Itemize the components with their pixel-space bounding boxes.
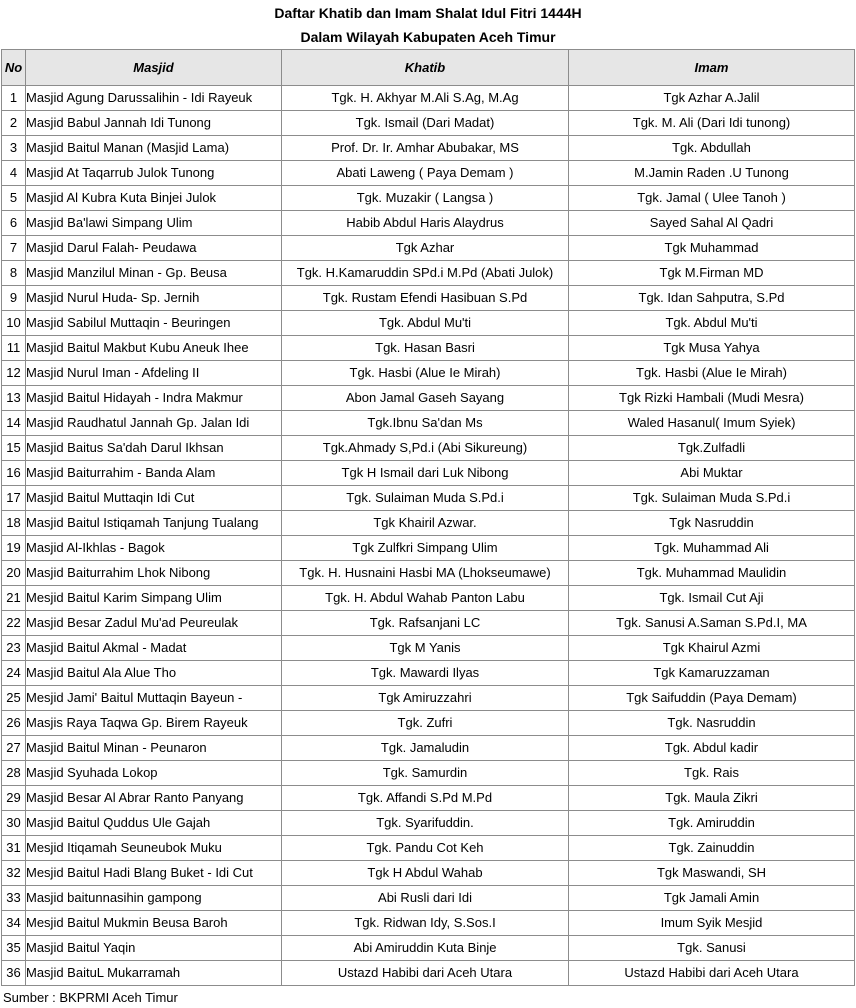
- masjid-name: Masjid Al Kubra Kuta Binjei Julok: [26, 186, 282, 211]
- table-row: [2, 361, 855, 386]
- imam-name: Tgk. Muhammad Maulidin: [569, 561, 855, 586]
- table-body: [2, 86, 855, 986]
- row-number: 2: [2, 111, 26, 136]
- table-row: [2, 336, 855, 361]
- table-header: [2, 50, 855, 86]
- imam-name: Tgk Saifuddin (Paya Demam): [569, 686, 855, 711]
- imam-name: Tgk Musa Yahya: [569, 336, 855, 361]
- khatib-name: Tgk. Abdul Mu'ti: [282, 311, 569, 336]
- imam-name: Tgk Khairul Azmi: [569, 636, 855, 661]
- table-row: [2, 661, 855, 686]
- row-number: 5: [2, 186, 26, 211]
- table-row: [2, 536, 855, 561]
- imam-name: Tgk. M. Ali (Dari Idi tunong): [569, 111, 855, 136]
- table-row: [2, 586, 855, 611]
- row-number: 1: [2, 86, 26, 111]
- masjid-name: Masjid Darul Falah- Peudawa: [26, 236, 282, 261]
- table-row: [2, 561, 855, 586]
- row-number: 6: [2, 211, 26, 236]
- masjid-name: Masjid Nurul Huda- Sp. Jernih: [26, 286, 282, 311]
- row-number: 24: [2, 661, 26, 686]
- masjid-name: Masjid Besar Al Abrar Ranto Panyang: [26, 786, 282, 811]
- row-number: 35: [2, 936, 26, 961]
- khatib-name: Prof. Dr. Ir. Amhar Abubakar, MS: [282, 136, 569, 161]
- masjid-name: Masjid Al-Ikhlas - Bagok: [26, 536, 282, 561]
- imam-name: Tgk. Nasruddin: [569, 711, 855, 736]
- masjid-name: Mesjid Itiqamah Seuneubok Muku: [26, 836, 282, 861]
- khatib-name: Tgk Zulfkri Simpang Ulim: [282, 536, 569, 561]
- imam-name: Tgk. Abdullah: [569, 136, 855, 161]
- imam-name: Tgk. Muhammad Ali: [569, 536, 855, 561]
- imam-name: Abi Muktar: [569, 461, 855, 486]
- masjid-name: Masjid Babul Jannah Idi Tunong: [26, 111, 282, 136]
- masjid-name: Masjid Baitus Sa'dah Darul Ikhsan: [26, 436, 282, 461]
- khatib-name: Tgk. Affandi S.Pd M.Pd: [282, 786, 569, 811]
- masjid-name: Mesjid Baitul Karim Simpang Ulim: [26, 586, 282, 611]
- khatib-name: Tgk.Ibnu Sa'dan Ms: [282, 411, 569, 436]
- imam-name: Tgk Azhar A.Jalil: [569, 86, 855, 111]
- table-row: [2, 411, 855, 436]
- table-row: [2, 636, 855, 661]
- khatib-name: Tgk. Hasbi (Alue Ie Mirah): [282, 361, 569, 386]
- row-number: 13: [2, 386, 26, 411]
- row-number: 27: [2, 736, 26, 761]
- row-number: 8: [2, 261, 26, 286]
- row-number: 9: [2, 286, 26, 311]
- schedule-table: [1, 49, 855, 986]
- row-number: 15: [2, 436, 26, 461]
- header-imam: Imam: [569, 50, 855, 86]
- khatib-name: Tgk Amiruzzahri: [282, 686, 569, 711]
- masjid-name: Masjid Baitul Akmal - Madat: [26, 636, 282, 661]
- khatib-name: Tgk.Ahmady S,Pd.i (Abi Sikureung): [282, 436, 569, 461]
- masjid-name: Mesjid Baitul Mukmin Beusa Baroh: [26, 911, 282, 936]
- table-row: [2, 86, 855, 111]
- table-row: [2, 461, 855, 486]
- imam-name: Tgk Muhammad: [569, 236, 855, 261]
- masjid-name: Masjid Baitul Quddus Ule Gajah: [26, 811, 282, 836]
- khatib-name: Abon Jamal Gaseh Sayang: [282, 386, 569, 411]
- row-number: 14: [2, 411, 26, 436]
- imam-name: Tgk Rizki Hambali (Mudi Mesra): [569, 386, 855, 411]
- imam-name: Tgk. Zainuddin: [569, 836, 855, 861]
- khatib-name: Tgk. Hasan Basri: [282, 336, 569, 361]
- masjid-name: Masjid Baitul Yaqin: [26, 936, 282, 961]
- khatib-name: Tgk. Ismail (Dari Madat): [282, 111, 569, 136]
- khatib-name: Tgk Azhar: [282, 236, 569, 261]
- khatib-name: Tgk. H. Abdul Wahab Panton Labu: [282, 586, 569, 611]
- khatib-name: Abi Rusli dari Idi: [282, 886, 569, 911]
- masjid-name: Masjid Agung Darussalihin - Idi Rayeuk: [26, 86, 282, 111]
- imam-name: Tgk. Rais: [569, 761, 855, 786]
- table-row: [2, 961, 855, 986]
- row-number: 25: [2, 686, 26, 711]
- table-row: [2, 286, 855, 311]
- imam-name: Tgk Maswandi, SH: [569, 861, 855, 886]
- masjid-name: Mesjid Baitul Hadi Blang Buket - Idi Cut: [26, 861, 282, 886]
- khatib-name: Tgk. Pandu Cot Keh: [282, 836, 569, 861]
- table-row: [2, 311, 855, 336]
- imam-name: Tgk. Abdul Mu'ti: [569, 311, 855, 336]
- table-row: [2, 511, 855, 536]
- imam-name: Tgk. Abdul kadir: [569, 736, 855, 761]
- khatib-name: Tgk. Ridwan Idy, S.Sos.I: [282, 911, 569, 936]
- row-number: 26: [2, 711, 26, 736]
- khatib-name: Tgk. Zufri: [282, 711, 569, 736]
- khatib-name: Tgk. Sulaiman Muda S.Pd.i: [282, 486, 569, 511]
- table-row: [2, 211, 855, 236]
- masjid-name: Masjis Raya Taqwa Gp. Birem Rayeuk: [26, 711, 282, 736]
- row-number: 34: [2, 911, 26, 936]
- khatib-name: Abati Laweng ( Paya Demam ): [282, 161, 569, 186]
- row-number: 23: [2, 636, 26, 661]
- imam-name: Tgk M.Firman MD: [569, 261, 855, 286]
- table-row: [2, 486, 855, 511]
- imam-name: M.Jamin Raden .U Tunong: [569, 161, 855, 186]
- row-number: 36: [2, 961, 26, 986]
- masjid-name: Masjid At Taqarrub Julok Tunong: [26, 161, 282, 186]
- khatib-name: Ustazd Habibi dari Aceh Utara: [282, 961, 569, 986]
- table-row: [2, 736, 855, 761]
- row-number: 17: [2, 486, 26, 511]
- khatib-name: Abi Amiruddin Kuta Binje: [282, 936, 569, 961]
- masjid-name: Masjid Baitul Ala Alue Tho: [26, 661, 282, 686]
- imam-name: Sayed Sahal Al Qadri: [569, 211, 855, 236]
- khatib-name: Tgk. Rafsanjani LC: [282, 611, 569, 636]
- khatib-name: Tgk. Muzakir ( Langsa ): [282, 186, 569, 211]
- row-number: 11: [2, 336, 26, 361]
- imam-name: Ustazd Habibi dari Aceh Utara: [569, 961, 855, 986]
- table-row: [2, 911, 855, 936]
- row-number: 16: [2, 461, 26, 486]
- masjid-name: Masjid Baitul Muttaqin Idi Cut: [26, 486, 282, 511]
- masjid-name: Mesjid Jami' Baitul Muttaqin Bayeun -: [26, 686, 282, 711]
- khatib-name: Tgk. Samurdin: [282, 761, 569, 786]
- source-note: Sumber : BKPRMI Aceh Timur: [3, 990, 178, 1005]
- row-number: 32: [2, 861, 26, 886]
- masjid-name: Masjid Besar Zadul Mu'ad Peureulak: [26, 611, 282, 636]
- row-number: 33: [2, 886, 26, 911]
- khatib-name: Tgk H Ismail dari Luk Nibong: [282, 461, 569, 486]
- row-number: 31: [2, 836, 26, 861]
- khatib-name: Tgk. H. Husnaini Hasbi MA (Lhokseumawe): [282, 561, 569, 586]
- row-number: 22: [2, 611, 26, 636]
- masjid-name: Masjid Baitul Minan - Peunaron: [26, 736, 282, 761]
- masjid-name: Masjid Baitul Makbut Kubu Aneuk Ihee: [26, 336, 282, 361]
- masjid-name: Masjid Manzilul Minan - Gp. Beusa: [26, 261, 282, 286]
- imam-name: Tgk. Sanusi A.Saman S.Pd.I, MA: [569, 611, 855, 636]
- row-number: 28: [2, 761, 26, 786]
- imam-name: Tgk. Jamal ( Ulee Tanoh ): [569, 186, 855, 211]
- khatib-name: Tgk Khairil Azwar.: [282, 511, 569, 536]
- masjid-name: Masjid Baiturrahim Lhok Nibong: [26, 561, 282, 586]
- imam-name: Tgk Jamali Amin: [569, 886, 855, 911]
- table-row: [2, 811, 855, 836]
- masjid-name: Masjid Baitul Hidayah - Indra Makmur: [26, 386, 282, 411]
- table-row: [2, 136, 855, 161]
- title-block: [0, 0, 856, 49]
- header-khatib: Khatib: [282, 50, 569, 86]
- row-number: 7: [2, 236, 26, 261]
- table-row: [2, 386, 855, 411]
- imam-name: Tgk. Sulaiman Muda S.Pd.i: [569, 486, 855, 511]
- row-number: 21: [2, 586, 26, 611]
- table-row: [2, 786, 855, 811]
- imam-name: Tgk. Ismail Cut Aji: [569, 586, 855, 611]
- masjid-name: Masjid Baitul Manan (Masjid Lama): [26, 136, 282, 161]
- masjid-name: Masjid baitunnasihin gampong: [26, 886, 282, 911]
- masjid-name: Masjid Syuhada Lokop: [26, 761, 282, 786]
- table-row: [2, 711, 855, 736]
- table-row: [2, 836, 855, 861]
- imam-name: Tgk Kamaruzzaman: [569, 661, 855, 686]
- khatib-name: Tgk. Jamaludin: [282, 736, 569, 761]
- masjid-name: Masjid Ba'lawi Simpang Ulim: [26, 211, 282, 236]
- header-no: No: [2, 50, 26, 86]
- row-number: 10: [2, 311, 26, 336]
- table-row: [2, 186, 855, 211]
- imam-name: Tgk. Sanusi: [569, 936, 855, 961]
- row-number: 18: [2, 511, 26, 536]
- khatib-name: Tgk H Abdul Wahab: [282, 861, 569, 886]
- table-row: [2, 161, 855, 186]
- khatib-name: Tgk. Syarifuddin.: [282, 811, 569, 836]
- khatib-name: Habib Abdul Haris Alaydrus: [282, 211, 569, 236]
- table-row: [2, 861, 855, 886]
- table-row: [2, 886, 855, 911]
- document-title: Daftar Khatib dan Imam Shalat Idul Fitri 1444H: [274, 5, 582, 21]
- table-row: [2, 236, 855, 261]
- header-masjid: Masjid: [26, 50, 282, 86]
- masjid-name: Masjid Nurul Iman - Afdeling II: [26, 361, 282, 386]
- table-row: [2, 111, 855, 136]
- row-number: 12: [2, 361, 26, 386]
- table-row: [2, 261, 855, 286]
- table-row: [2, 936, 855, 961]
- khatib-name: Tgk M Yanis: [282, 636, 569, 661]
- row-number: 30: [2, 811, 26, 836]
- row-number: 20: [2, 561, 26, 586]
- masjid-name: Masjid Sabilul Muttaqin - Beuringen: [26, 311, 282, 336]
- imam-name: Tgk. Idan Sahputra, S.Pd: [569, 286, 855, 311]
- table-row: [2, 686, 855, 711]
- header-row: [2, 50, 855, 86]
- imam-name: Waled Hasanul( Imum Syiek): [569, 411, 855, 436]
- masjid-name: Masjid Baitul Istiqamah Tanjung Tualang: [26, 511, 282, 536]
- masjid-name: Masjid Baiturrahim - Banda Alam: [26, 461, 282, 486]
- imam-name: Tgk Nasruddin: [569, 511, 855, 536]
- document-subtitle: Dalam Wilayah Kabupaten Aceh Timur: [300, 29, 556, 45]
- imam-name: Tgk.Zulfadli: [569, 436, 855, 461]
- imam-name: Tgk. Hasbi (Alue Ie Mirah): [569, 361, 855, 386]
- table-row: [2, 611, 855, 636]
- imam-name: Imum Syik Mesjid: [569, 911, 855, 936]
- imam-name: Tgk. Maula Zikri: [569, 786, 855, 811]
- khatib-name: Tgk. Rustam Efendi Hasibuan S.Pd: [282, 286, 569, 311]
- khatib-name: Tgk. H.Kamaruddin SPd.i M.Pd (Abati Julok): [282, 261, 569, 286]
- table-row: [2, 436, 855, 461]
- table-row: [2, 761, 855, 786]
- imam-name: Tgk. Amiruddin: [569, 811, 855, 836]
- row-number: 29: [2, 786, 26, 811]
- row-number: 4: [2, 161, 26, 186]
- masjid-name: Masjid Raudhatul Jannah Gp. Jalan Idi: [26, 411, 282, 436]
- row-number: 3: [2, 136, 26, 161]
- khatib-name: Tgk. Mawardi Ilyas: [282, 661, 569, 686]
- khatib-name: Tgk. H. Akhyar M.Ali S.Ag, M.Ag: [282, 86, 569, 111]
- masjid-name: Masjid BaituL Mukarramah: [26, 961, 282, 986]
- row-number: 19: [2, 536, 26, 561]
